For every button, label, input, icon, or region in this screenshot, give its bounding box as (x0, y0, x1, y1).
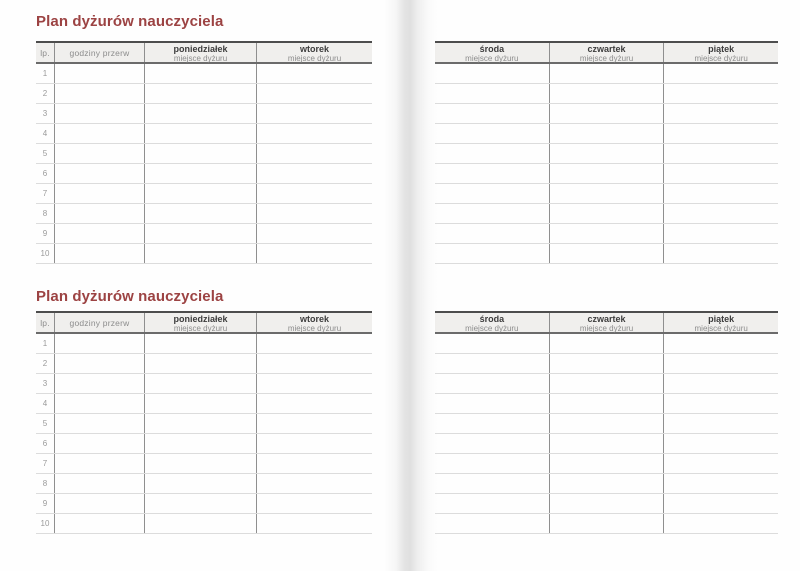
duty-place-cell (144, 164, 256, 183)
duty-place-cell (435, 104, 549, 123)
break-hours-cell (54, 454, 144, 473)
duty-place-cell (663, 334, 778, 353)
duty-place-cell (549, 414, 664, 433)
table-row (36, 144, 372, 164)
duty-place-cell (435, 204, 549, 223)
row-number: 8 (42, 209, 48, 218)
row-number: 3 (42, 109, 48, 118)
duty-place-cell (144, 104, 256, 123)
table-header (36, 313, 372, 334)
duty-place-cell (256, 414, 372, 433)
table-body (435, 64, 778, 264)
table-row (36, 104, 372, 124)
break-hours-cell (54, 334, 144, 353)
table-header (36, 43, 372, 64)
duty-place-cell (256, 184, 372, 203)
table-row (435, 124, 778, 144)
day-name-label: czwartek (587, 43, 626, 54)
duty-place-cell (144, 394, 256, 413)
table-row (435, 374, 778, 394)
duty-place-cell (663, 454, 778, 473)
duty-place-cell (435, 494, 549, 513)
row-number: 1 (42, 69, 48, 78)
column-header-friday (663, 313, 778, 332)
duty-place-cell (435, 224, 549, 243)
duty-place-cell (435, 64, 549, 83)
day-name-label: czwartek (587, 313, 626, 324)
break-hours-cell (54, 144, 144, 163)
table-row (435, 184, 778, 204)
duty-place-cell (663, 64, 778, 83)
duty-place-cell (435, 374, 549, 393)
day-name-label: piątek (708, 313, 735, 324)
table-row (435, 204, 778, 224)
duty-place-cell (549, 144, 664, 163)
duty-place-cell (663, 474, 778, 493)
break-hours-cell (54, 204, 144, 223)
table-row (435, 244, 778, 264)
table-row (435, 434, 778, 454)
break-hours-cell (54, 84, 144, 103)
duty-place-cell (144, 414, 256, 433)
duty-place-cell (663, 144, 778, 163)
duty-place-cell (549, 224, 664, 243)
column-header-wednesday (435, 43, 549, 62)
duty-place-cell (663, 124, 778, 143)
duty-place-cell (663, 224, 778, 243)
table-row (36, 454, 372, 474)
duty-place-cell (549, 334, 664, 353)
duty-place-cell (256, 164, 372, 183)
duty-place-cell (663, 204, 778, 223)
duty-place-label: miejsce dyżuru (694, 53, 748, 63)
duty-place-cell (663, 374, 778, 393)
duty-place-cell (435, 84, 549, 103)
duty-place-cell (256, 104, 372, 123)
duty-place-cell (663, 434, 778, 453)
duty-place-cell (256, 224, 372, 243)
duty-place-cell (663, 244, 778, 263)
duty-place-cell (549, 124, 664, 143)
day-name-label: środa (479, 313, 505, 324)
duty-place-cell (549, 354, 664, 373)
break-hours-cell (54, 374, 144, 393)
duty-place-label: miejsce dyżuru (579, 53, 634, 63)
duty-place-cell (144, 374, 256, 393)
duty-place-cell (256, 394, 372, 413)
break-hours-cell (54, 164, 144, 183)
duty-place-cell (549, 394, 664, 413)
duty-place-cell (663, 394, 778, 413)
duty-place-cell (549, 84, 664, 103)
duty-place-cell (435, 334, 549, 353)
row-number: 5 (42, 419, 48, 428)
table-row (435, 84, 778, 104)
duty-place-cell (144, 224, 256, 243)
duty-place-cell (144, 204, 256, 223)
duty-place-cell (144, 64, 256, 83)
duty-place-cell (435, 184, 549, 203)
table-row (435, 224, 778, 244)
day-name-label: poniedziałek (173, 43, 228, 54)
break-hours-cell (54, 394, 144, 413)
duty-place-label: miejsce dyżuru (465, 53, 519, 63)
duty-table-wed-fri-bottom (435, 311, 778, 534)
duty-place-cell (144, 474, 256, 493)
duty-place-cell (144, 434, 256, 453)
row-number: 8 (42, 479, 48, 488)
duty-place-cell (256, 204, 372, 223)
duty-place-cell (549, 204, 664, 223)
duty-place-cell (256, 434, 372, 453)
row-number: 7 (42, 189, 48, 198)
day-name-label: piątek (708, 43, 735, 54)
break-hours-cell (54, 244, 144, 263)
duty-place-cell (549, 494, 664, 513)
duty-table-mon-tue-bottom (36, 311, 372, 534)
row-number: 10 (40, 519, 50, 528)
break-hours-cell (54, 124, 144, 143)
page-title: Plan dyżurów nauczyciela (36, 288, 224, 305)
duty-place-cell (256, 124, 372, 143)
table-row (36, 514, 372, 534)
column-header-lp: lp. (40, 317, 50, 328)
table-header (435, 43, 778, 64)
table-row (36, 164, 372, 184)
duty-place-cell (144, 244, 256, 263)
duty-place-cell (256, 354, 372, 373)
duty-place-label: miejsce dyżuru (173, 53, 228, 63)
duty-place-cell (144, 184, 256, 203)
table-row (36, 84, 372, 104)
duty-place-label: miejsce dyżuru (173, 323, 228, 333)
table-row (36, 494, 372, 514)
column-header-friday (663, 43, 778, 62)
duty-place-cell (663, 354, 778, 373)
row-number: 4 (42, 129, 48, 138)
row-number: 9 (42, 499, 48, 508)
duty-place-cell (435, 124, 549, 143)
duty-place-cell (549, 244, 664, 263)
duty-place-cell (256, 514, 372, 533)
table-row (435, 494, 778, 514)
duty-place-cell (435, 144, 549, 163)
duty-place-cell (256, 374, 372, 393)
duty-place-cell (256, 454, 372, 473)
duty-place-cell (256, 494, 372, 513)
table-row (36, 204, 372, 224)
row-number: 7 (42, 459, 48, 468)
duty-place-label: miejsce dyżuru (287, 323, 342, 333)
duty-place-cell (144, 494, 256, 513)
table-row (435, 164, 778, 184)
column-header-wednesday (435, 313, 549, 332)
duty-place-cell (144, 124, 256, 143)
column-header-tuesday (256, 43, 372, 62)
row-number: 2 (42, 359, 48, 368)
table-row (36, 124, 372, 144)
duty-place-cell (435, 474, 549, 493)
duty-place-cell (549, 184, 664, 203)
break-hours-cell (54, 434, 144, 453)
column-header-lp: lp. (40, 47, 50, 58)
duty-place-label: miejsce dyżuru (694, 323, 748, 333)
table-body (36, 64, 372, 264)
table-row (435, 454, 778, 474)
day-name-label: środa (479, 43, 505, 54)
duty-place-cell (435, 454, 549, 473)
duty-place-cell (256, 474, 372, 493)
duty-place-cell (256, 64, 372, 83)
row-number: 6 (42, 439, 48, 448)
table-row (36, 244, 372, 264)
duty-place-cell (435, 514, 549, 533)
break-hours-cell (54, 514, 144, 533)
day-name-label: wtorek (299, 43, 329, 54)
duty-place-label: miejsce dyżuru (579, 323, 634, 333)
row-number: 3 (42, 379, 48, 388)
row-number: 6 (42, 169, 48, 178)
row-number: 9 (42, 229, 48, 238)
duty-place-cell (435, 354, 549, 373)
row-number: 10 (40, 249, 50, 258)
page-fold-shadow (384, 0, 438, 571)
duty-table-wed-fri-top (435, 41, 778, 264)
column-header-thursday (549, 313, 664, 332)
duty-place-cell (435, 164, 549, 183)
table-row (435, 334, 778, 354)
duty-place-cell (256, 244, 372, 263)
page-title: Plan dyżurów nauczyciela (36, 13, 224, 30)
table-row (36, 354, 372, 374)
duty-place-cell (549, 374, 664, 393)
column-header-thursday (549, 43, 664, 62)
table-row (435, 144, 778, 164)
table-row (435, 104, 778, 124)
table-row (435, 354, 778, 374)
break-hours-cell (54, 354, 144, 373)
duty-place-cell (549, 514, 664, 533)
duty-table-mon-tue-top (36, 41, 372, 264)
duty-place-label: miejsce dyżuru (465, 323, 519, 333)
column-header-monday (144, 43, 256, 62)
table-row (435, 64, 778, 84)
row-number: 2 (42, 89, 48, 98)
duty-place-cell (435, 414, 549, 433)
break-hours-cell (54, 474, 144, 493)
table-row (36, 374, 372, 394)
table-row (36, 434, 372, 454)
duty-place-cell (663, 514, 778, 533)
day-name-label: poniedziałek (173, 313, 228, 324)
duty-place-cell (435, 394, 549, 413)
row-number: 5 (42, 149, 48, 158)
table-row (435, 474, 778, 494)
duty-place-cell (256, 84, 372, 103)
duty-place-cell (549, 474, 664, 493)
duty-place-cell (144, 454, 256, 473)
duty-place-cell (144, 84, 256, 103)
table-row (435, 414, 778, 434)
duty-place-cell (549, 164, 664, 183)
table-row (435, 394, 778, 414)
column-header-tuesday (256, 313, 372, 332)
break-hours-cell (54, 494, 144, 513)
column-header-monday (144, 313, 256, 332)
duty-place-cell (435, 434, 549, 453)
break-hours-cell (54, 104, 144, 123)
duty-place-cell (549, 64, 664, 83)
table-body (36, 334, 372, 534)
day-name-label: wtorek (299, 313, 329, 324)
duty-place-cell (549, 454, 664, 473)
table-row (36, 414, 372, 434)
break-hours-cell (54, 414, 144, 433)
duty-place-cell (549, 434, 664, 453)
table-row (435, 514, 778, 534)
duty-place-cell (663, 494, 778, 513)
table-body (435, 334, 778, 534)
table-row (36, 64, 372, 84)
break-hours-cell (54, 184, 144, 203)
table-header (435, 313, 778, 334)
duty-place-cell (663, 104, 778, 123)
duty-place-cell (663, 164, 778, 183)
duty-place-cell (663, 414, 778, 433)
duty-place-cell (144, 334, 256, 353)
row-number: 4 (42, 399, 48, 408)
duty-place-cell (144, 144, 256, 163)
row-number: 1 (42, 339, 48, 348)
duty-place-cell (144, 354, 256, 373)
duty-place-cell (144, 514, 256, 533)
table-row (36, 474, 372, 494)
table-row (36, 334, 372, 354)
column-header-break-hours: godziny przerw (54, 313, 144, 332)
duty-place-cell (663, 184, 778, 203)
duty-place-cell (256, 144, 372, 163)
table-row (36, 184, 372, 204)
duty-place-label: miejsce dyżuru (287, 53, 342, 63)
duty-place-cell (549, 104, 664, 123)
break-hours-cell (54, 224, 144, 243)
duty-place-cell (663, 84, 778, 103)
column-header-break-hours: godziny przerw (54, 43, 144, 62)
table-row (36, 394, 372, 414)
duty-place-cell (435, 244, 549, 263)
break-hours-cell (54, 64, 144, 83)
table-row (36, 224, 372, 244)
duty-place-cell (256, 334, 372, 353)
